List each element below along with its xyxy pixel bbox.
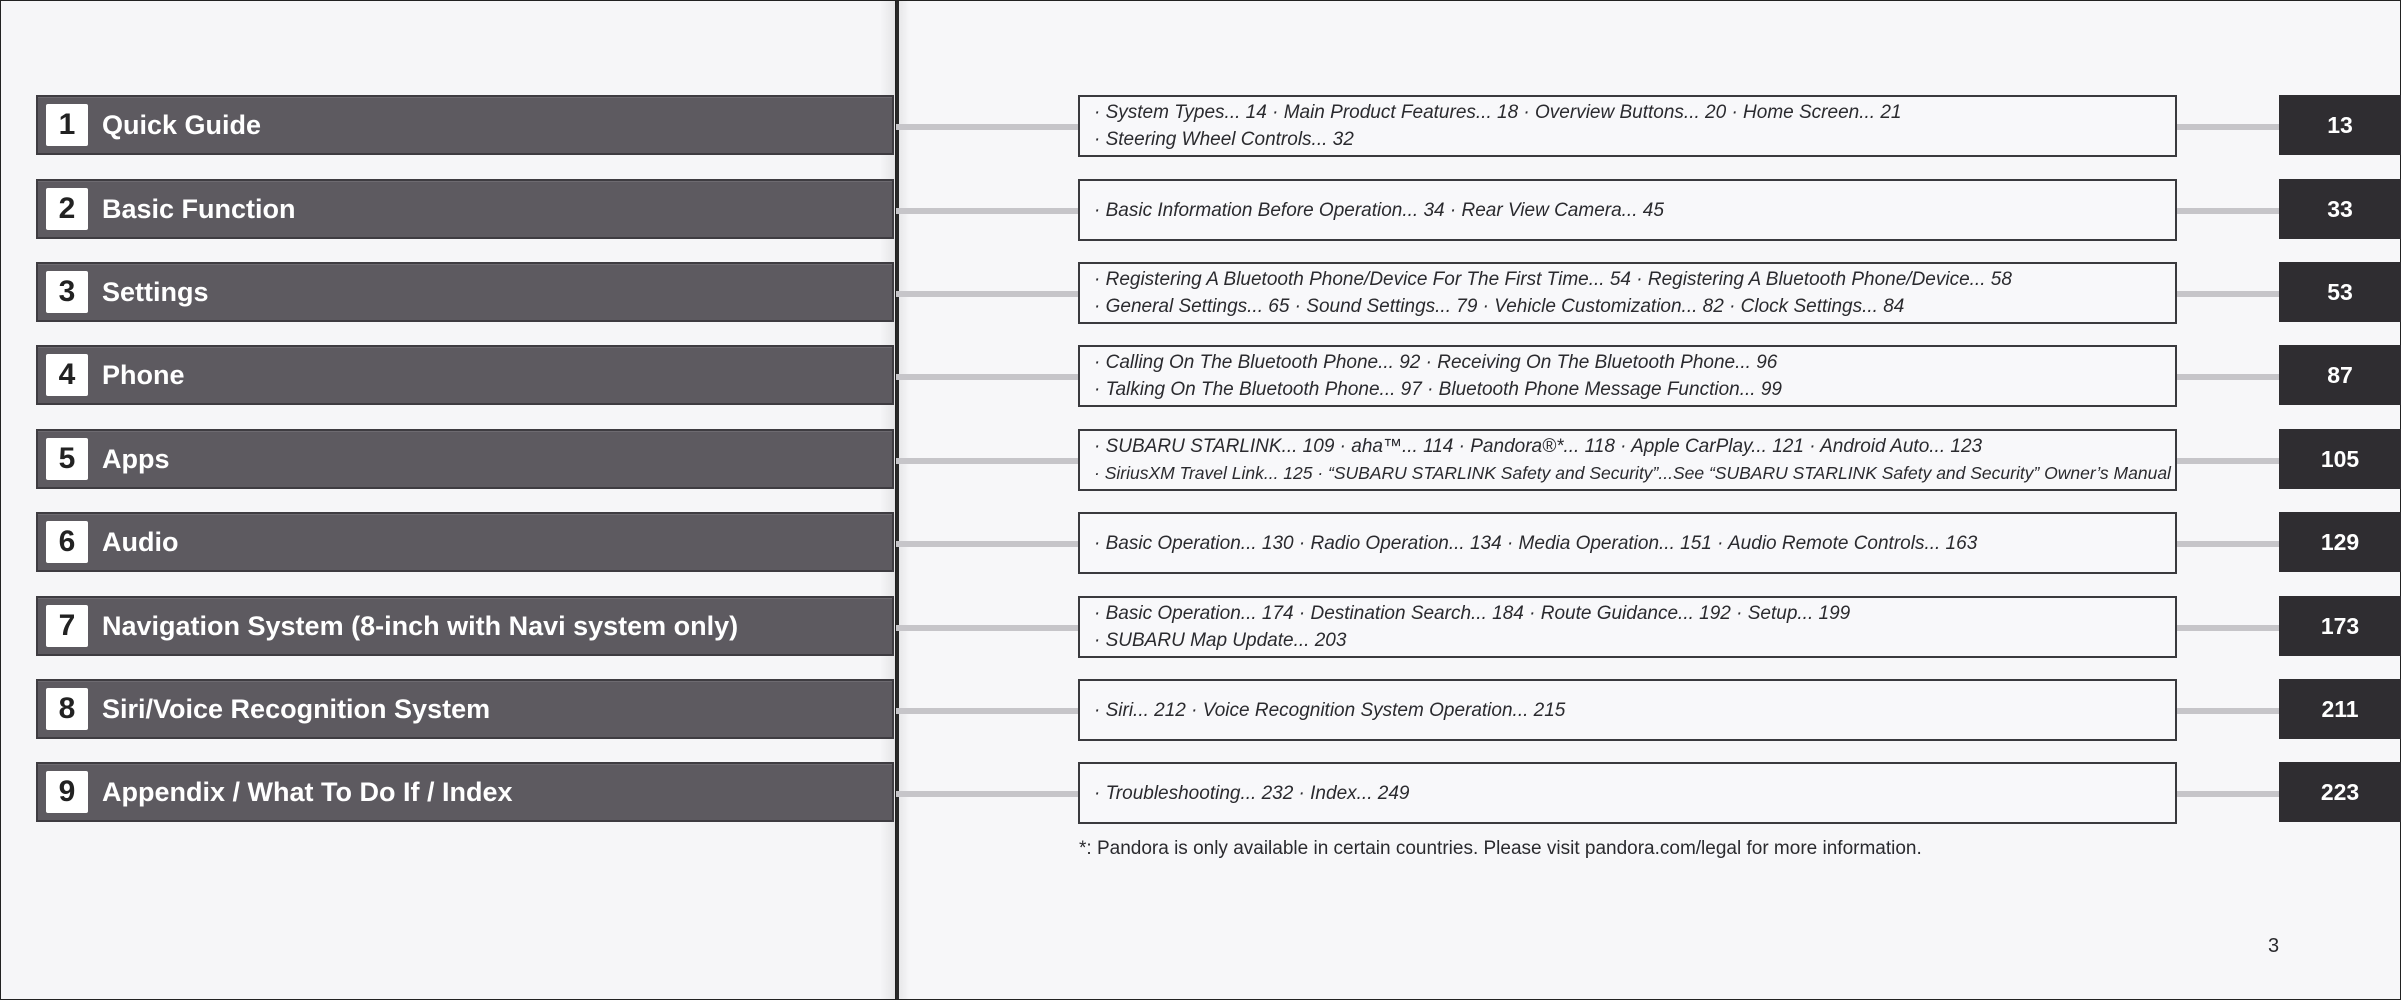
toc-row	[0, 596, 2401, 660]
chapter-title: Appendix / What To Do If / Index	[102, 776, 513, 807]
connector-line	[896, 708, 1078, 714]
chapter-bar[interactable]	[36, 679, 894, 739]
page-number: 3	[2268, 935, 2280, 957]
toc-row	[0, 95, 2401, 159]
page-tab[interactable]: 129	[2279, 512, 2401, 572]
connector-line	[896, 458, 1078, 464]
chapter-bar[interactable]	[36, 262, 894, 322]
chapter-title: Phone	[102, 359, 185, 390]
toc-row	[0, 679, 2401, 743]
page-tab[interactable]: 33	[2279, 179, 2401, 239]
topic-line[interactable]: · Registering A Bluetooth Phone/Device For The First Time... 54 · Registering A Bluetooth Phone/Device... 58	[1094, 269, 2012, 290]
topic-line[interactable]: · System Types... 14 · Main Product Features... 18 · Overview Buttons... 20 · Home Screen... 21	[1094, 102, 1902, 123]
topic-line[interactable]: · Talking On The Bluetooth Phone... 97 · Bluetooth Phone Message Function... 99	[1094, 379, 1782, 400]
page-tab[interactable]: 105	[2279, 429, 2401, 489]
topic-line[interactable]: · General Settings... 65 · Sound Settings... 79 · Vehicle Customization... 82 · Clock Settings... 84	[1094, 296, 1905, 317]
chapter-bar[interactable]	[36, 179, 894, 239]
connector-line	[2177, 708, 2279, 714]
chapter-bar[interactable]	[36, 596, 894, 656]
chapter-number: 6	[46, 521, 88, 563]
connector-line	[896, 374, 1078, 380]
topic-box	[1078, 345, 2177, 407]
connector-line	[2177, 208, 2279, 214]
topic-line[interactable]: · Troubleshooting... 232 · Index... 249	[1094, 782, 1410, 804]
connector-line	[2177, 791, 2279, 797]
connector-line	[896, 625, 1078, 631]
connector-line	[896, 291, 1078, 297]
chapter-title: Quick Guide	[102, 109, 262, 140]
toc-row	[0, 429, 2401, 493]
chapter-title: Apps	[102, 443, 170, 474]
topic-box	[1078, 262, 2177, 324]
topic-line[interactable]: · Basic Operation... 174 · Destination Search... 184 · Route Guidance... 192 · Setup... 199	[1094, 603, 1851, 624]
page-tab[interactable]: 211	[2279, 679, 2401, 739]
topic-box	[1078, 95, 2177, 157]
chapter-bar[interactable]	[36, 429, 894, 489]
footnote: *: Pandora is only available in certain countries. Please visit pandora.com/legal for more information.	[1079, 838, 1922, 859]
connector-line	[2177, 458, 2279, 464]
chapter-title: Audio	[102, 526, 179, 557]
topic-line[interactable]: · Calling On The Bluetooth Phone... 92 · Receiving On The Bluetooth Phone... 96	[1094, 352, 1778, 373]
connector-line	[2177, 625, 2279, 631]
topic-line[interactable]: · Basic Information Before Operation... 34 · Rear View Camera... 45	[1094, 199, 1664, 221]
chapter-number: 7	[46, 605, 88, 647]
toc-row	[0, 345, 2401, 409]
connector-line	[2177, 124, 2279, 130]
topic-box	[1078, 179, 2177, 241]
chapter-number: 4	[46, 354, 88, 396]
connector-line	[896, 124, 1078, 130]
chapter-number: 3	[46, 271, 88, 313]
chapter-bar[interactable]	[36, 762, 894, 822]
chapter-number: 8	[46, 688, 88, 730]
chapter-bar[interactable]	[36, 95, 894, 155]
page-tab[interactable]: 223	[2279, 762, 2401, 822]
topic-box	[1078, 512, 2177, 574]
topic-line[interactable]: · Siri... 212 · Voice Recognition System Operation... 215	[1094, 699, 1566, 721]
topic-line[interactable]: · SUBARU STARLINK... 109 · aha™... 114 · Pandora®*... 118 · Apple CarPlay... 121 · Android Auto... 123	[1094, 436, 1983, 457]
chapter-title: Navigation System (8-inch with Navi system only)	[102, 610, 739, 641]
chapter-bar[interactable]	[36, 345, 894, 405]
page-tab[interactable]: 87	[2279, 345, 2401, 405]
topic-box	[1078, 762, 2177, 824]
toc-row	[0, 262, 2401, 326]
connector-line	[896, 791, 1078, 797]
topic-box	[1078, 679, 2177, 741]
toc-row	[0, 512, 2401, 576]
toc-row	[0, 762, 2401, 826]
topic-line[interactable]: · SiriusXM Travel Link... 125 · “SUBARU STARLINK Safety and Security”...See “SUBARU STARLINK Safety and Security” Owner’s Manual	[1094, 463, 2171, 483]
chapter-title: Siri/Voice Recognition System	[102, 693, 491, 724]
topic-box	[1078, 596, 2177, 658]
topic-box	[1078, 429, 2177, 491]
topic-line[interactable]: · Steering Wheel Controls... 32	[1094, 129, 1354, 150]
connector-line	[2177, 541, 2279, 547]
connector-line	[896, 208, 1078, 214]
page-tab[interactable]: 53	[2279, 262, 2401, 322]
chapter-title: Basic Function	[102, 193, 296, 224]
connector-line	[2177, 374, 2279, 380]
chapter-number: 5	[46, 438, 88, 480]
chapter-number: 2	[46, 188, 88, 230]
topic-line[interactable]: · SUBARU Map Update... 203	[1094, 630, 1347, 651]
page-tab[interactable]: 13	[2279, 95, 2401, 155]
chapter-number: 1	[46, 104, 88, 146]
connector-line	[2177, 291, 2279, 297]
chapter-title: Settings	[102, 276, 209, 307]
topic-line[interactable]: · Basic Operation... 130 · Radio Operation... 134 · Media Operation... 151 · Audio Remote Controls... 163	[1094, 532, 1978, 554]
chapter-bar[interactable]	[36, 512, 894, 572]
page-tab[interactable]: 173	[2279, 596, 2401, 656]
toc-row	[0, 179, 2401, 243]
connector-line	[896, 541, 1078, 547]
chapter-number: 9	[46, 771, 88, 813]
